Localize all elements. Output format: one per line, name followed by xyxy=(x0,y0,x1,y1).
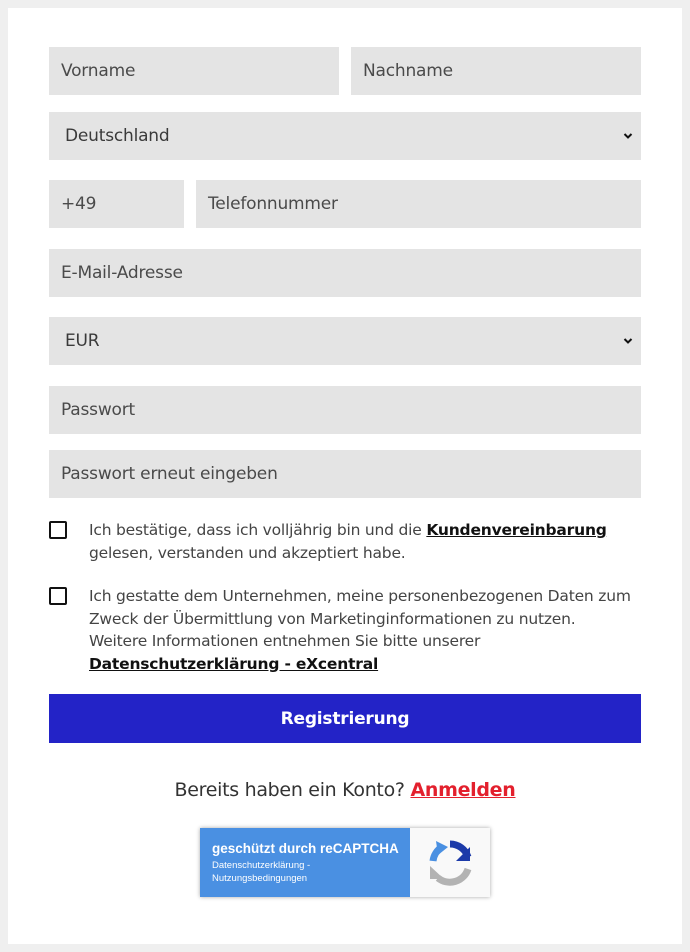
phone-number-input[interactable] xyxy=(196,180,641,228)
currency-value: EUR xyxy=(65,331,100,351)
login-prompt-text: Bereits haben ein Konto? xyxy=(174,779,411,801)
terms-text-before: Ich bestätige, dass ich volljährig bin und die xyxy=(89,521,427,539)
chevron-down-icon xyxy=(623,131,633,141)
terms-consent-text xyxy=(89,519,649,564)
country-select[interactable] xyxy=(49,112,641,160)
terms-consent-row xyxy=(49,519,649,564)
phone-number-placeholder: Telefonnummer xyxy=(208,194,338,214)
last-name-placeholder: Nachname xyxy=(363,61,453,81)
first-name-input[interactable] xyxy=(49,47,339,95)
password-repeat-input[interactable] xyxy=(49,450,641,498)
currency-select[interactable] xyxy=(49,317,641,365)
recaptcha-terms-link[interactable]: Nutzungsbedingungen xyxy=(212,873,308,884)
chevron-down-icon xyxy=(623,336,633,346)
marketing-checkbox[interactable] xyxy=(49,587,67,605)
recaptcha-logo-icon xyxy=(410,828,490,897)
recaptcha-badge[interactable] xyxy=(200,828,490,897)
password-input[interactable] xyxy=(49,386,641,434)
marketing-text: Ich gestatte dem Unternehmen, meine personenbezogenen Daten zum Zweck der Übermittlung von Marketinginformationen zu nutzen. Weitere Informationen entnehmen Sie bitte unserer xyxy=(89,587,631,650)
password-repeat-placeholder: Passwort erneut eingeben xyxy=(61,464,278,484)
recaptcha-title: geschützt durch reCAPTCHA xyxy=(212,841,399,856)
marketing-consent-text xyxy=(89,585,634,675)
first-name-placeholder: Vorname xyxy=(61,61,136,81)
privacy-policy-link[interactable]: Datenschutzerklärung - eXcentral xyxy=(89,654,379,673)
login-link[interactable]: Anmelden xyxy=(410,779,516,801)
customer-agreement-link[interactable]: Kundenvereinbarung xyxy=(426,521,607,539)
phone-prefix-input[interactable] xyxy=(49,180,184,228)
recaptcha-text-panel xyxy=(200,828,410,897)
password-placeholder: Passwort xyxy=(61,400,135,420)
email-input[interactable] xyxy=(49,249,641,297)
email-placeholder: E-Mail-Adresse xyxy=(61,263,183,283)
last-name-input[interactable] xyxy=(351,47,641,95)
registration-card xyxy=(8,8,682,944)
login-prompt-line xyxy=(8,779,682,801)
terms-text-after: gelesen, verstanden und akzeptiert habe. xyxy=(89,543,406,562)
register-button[interactable]: Registrierung xyxy=(49,694,641,743)
marketing-consent-row xyxy=(49,585,634,675)
country-value: Deutschland xyxy=(65,126,170,146)
terms-checkbox[interactable] xyxy=(49,521,67,539)
recaptcha-privacy-link[interactable]: Datenschutzerklärung - xyxy=(212,860,311,871)
phone-prefix-value: +49 xyxy=(61,194,97,214)
